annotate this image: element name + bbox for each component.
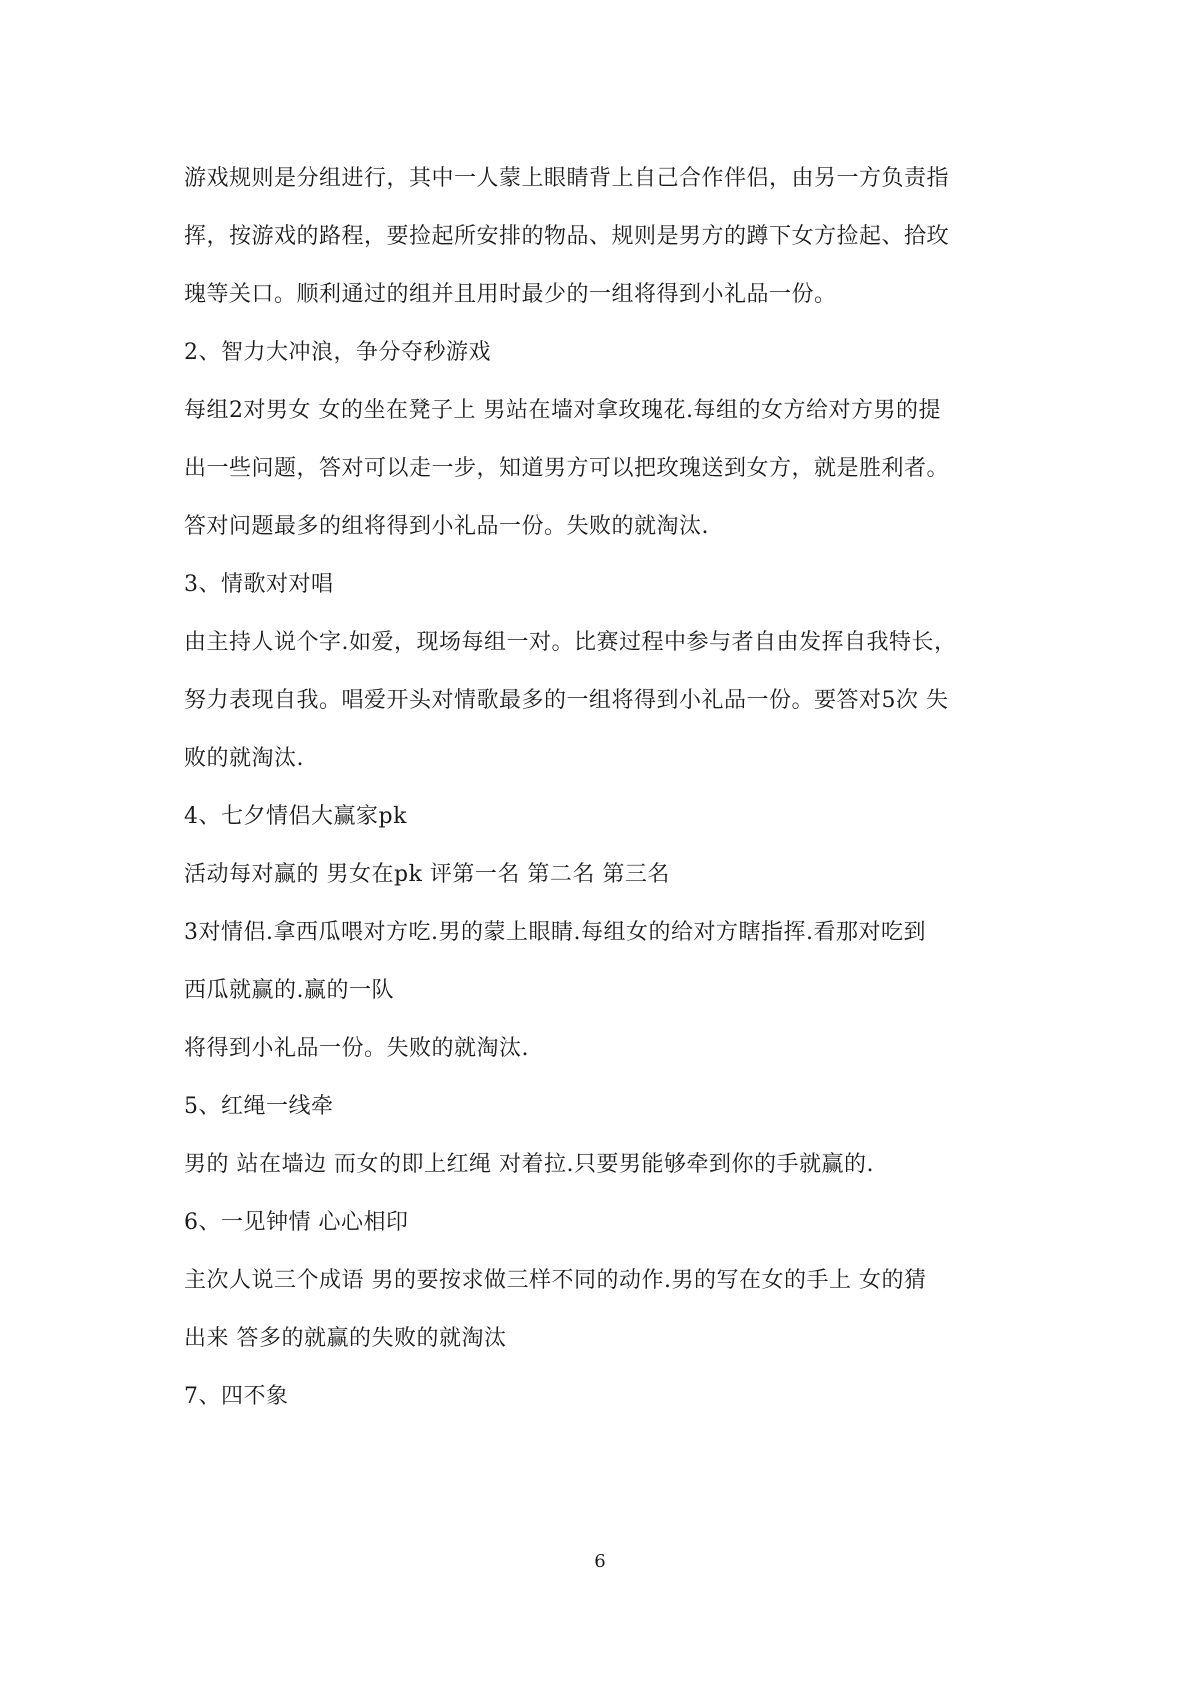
section-heading: 6、一见钟情 心心相印 (184, 1210, 409, 1235)
paragraph-line: 3对情侣.拿西瓜喂对方吃.男的蒙上眼睛.每组女的给对方瞎指挥.看那对吃到 (184, 920, 926, 945)
paragraph-line: 努力表现自我。唱爱开头对情歌最多的一组将得到小礼品一份。要答对5次 失 (184, 688, 949, 713)
paragraph-line: 败的就淘汰. (184, 746, 304, 771)
section-heading: 5、红绳一线牵 (184, 1094, 334, 1119)
section-heading: 7、四不象 (184, 1384, 289, 1409)
paragraph-line: 每组2对男女 女的坐在凳子上 男站在墙对拿玫瑰花.每组的女方给对方男的提 (184, 398, 941, 423)
section-heading: 4、七夕情侣大赢家pk (184, 804, 407, 829)
section-heading: 2、智力大冲浪，争分夺秒游戏 (184, 340, 491, 365)
section-heading: 3、情歌对对唱 (184, 572, 334, 597)
paragraph-line: 由主持人说个字.如爱，现场每组一对。比赛过程中参与者自由发挥自我特长， (184, 630, 957, 655)
paragraph-line: 男的 站在墙边 而女的即上红绳 对着拉.只要男能够牵到你的手就赢的. (184, 1152, 874, 1177)
paragraph-line: 瑰等关口。顺利通过的组并且用时最少的一组将得到小礼品一份。 (184, 282, 837, 307)
paragraph-line: 活动每对赢的 男女在pk 评第一名 第二名 第三名 (184, 862, 670, 887)
paragraph-line: 游戏规则是分组进行，其中一人蒙上眼睛背上自己合作伴侣，由另一方负责指 (184, 166, 950, 191)
paragraph-line: 西瓜就赢的.赢的一队 (184, 978, 394, 1003)
paragraph-line: 答对问题最多的组将得到小礼品一份。失败的就淘汰. (184, 514, 709, 539)
paragraph-line: 主次人说三个成语 男的要按求做三样不同的动作.男的写在女的手上 女的猜 (184, 1268, 927, 1293)
paragraph-line: 将得到小礼品一份。失败的就淘汰. (184, 1036, 529, 1061)
page-number: 6 (594, 1551, 606, 1572)
paragraph-line: 出一些问题，答对可以走一步，知道男方可以把玫瑰送到女方，就是胜利者。 (184, 456, 950, 481)
paragraph-line: 出来 答多的就赢的失败的就淘汰 (184, 1326, 507, 1351)
paragraph-line: 挥，按游戏的路程，要捡起所安排的物品、规则是男方的蹲下女方捡起、拾玫 (184, 224, 950, 249)
